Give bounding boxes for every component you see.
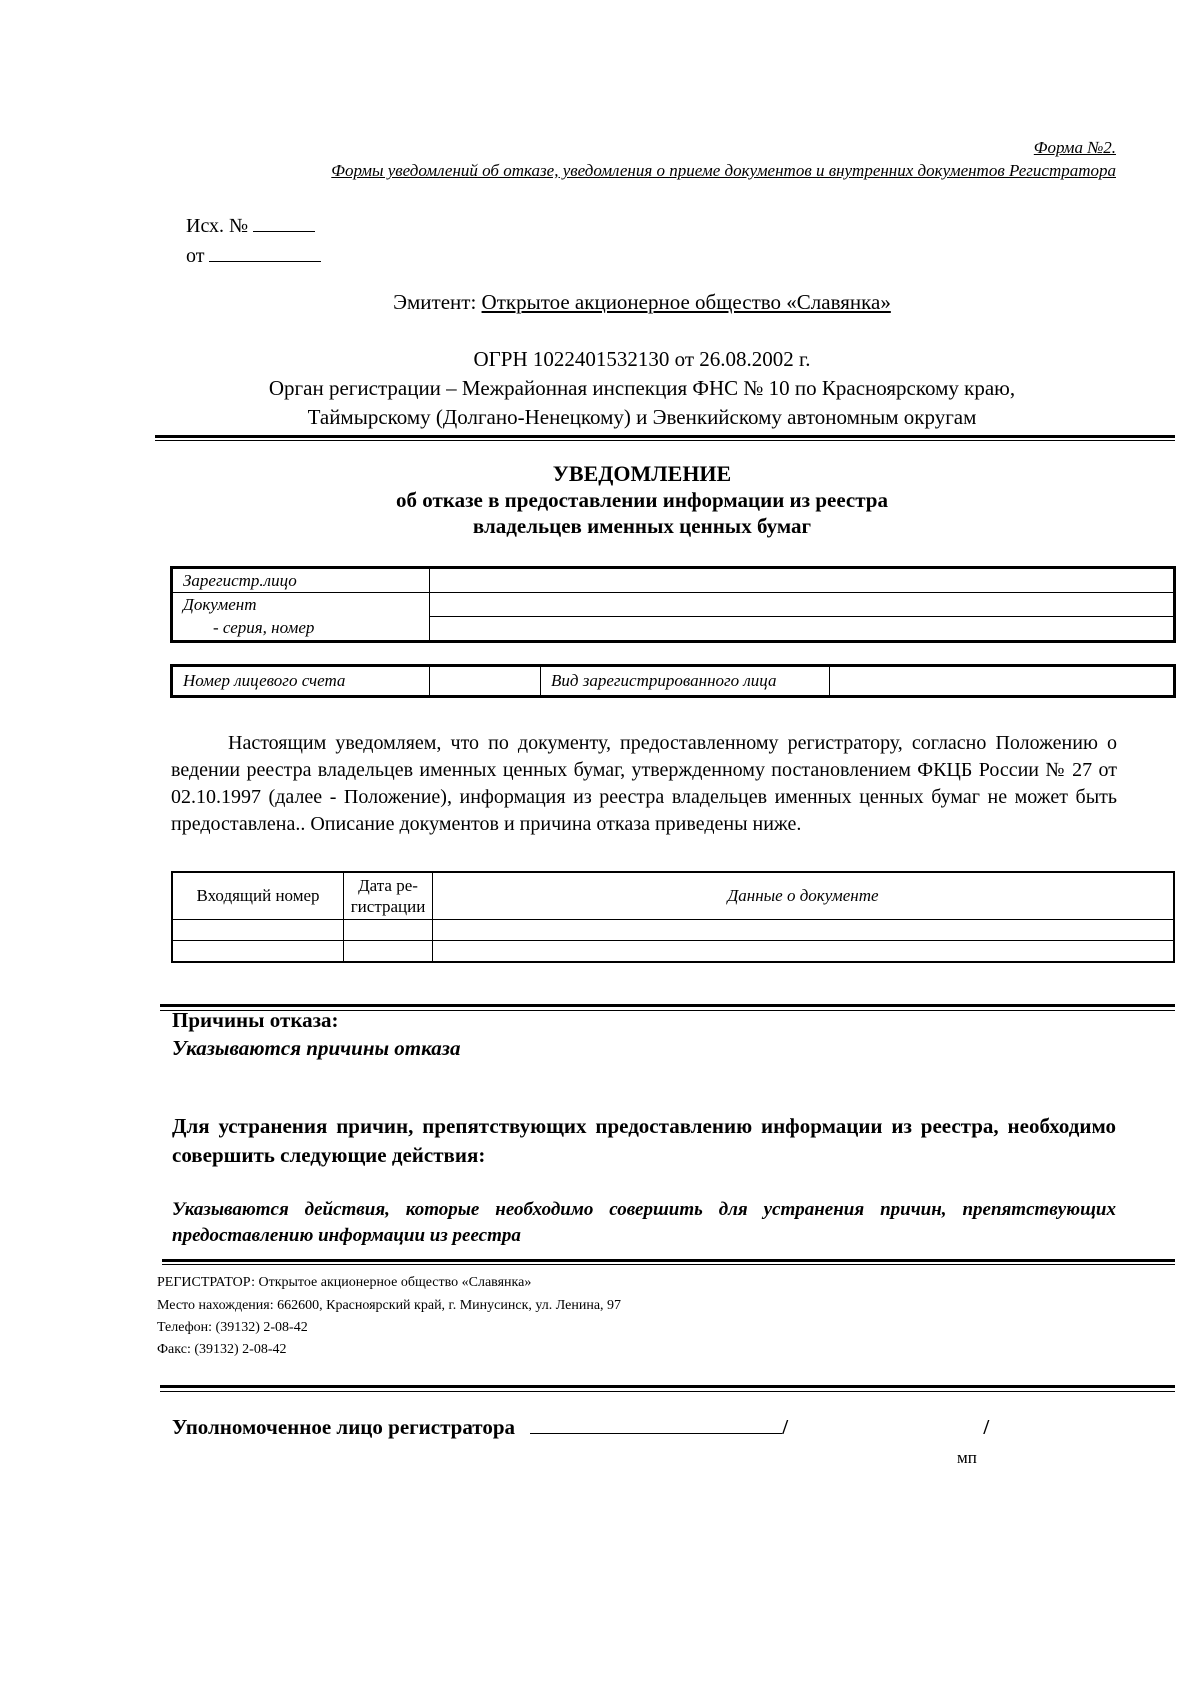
document-label: Документ: [172, 593, 430, 617]
registered-person-table: [170, 566, 1176, 643]
col-registration-date-line2: гистрации: [350, 897, 426, 916]
signature-divider-thin: [160, 1391, 1175, 1392]
signature-divider: [160, 1385, 1175, 1388]
actions-text: Указываются действия, которые необходимо совершить для устранения причин, препятствующих предоставлению информации из реестра: [172, 1199, 1116, 1246]
authority-line-2: Таймырскому (Долгано-Ненецкому) и Эвенкийскому автономным округам: [307, 405, 977, 429]
notice-title-sub-2: владельцев именных ценных бумаг: [472, 514, 812, 538]
reasons-heading: Причины отказа:: [172, 1008, 339, 1032]
notice-title-sub-1: об отказе в предоставлении информации из реестра: [396, 488, 888, 512]
ref-date-label: от: [186, 245, 205, 267]
person-type-label: Вид зарегистрированного лица: [541, 666, 830, 697]
ref-date-blank: [209, 243, 321, 262]
col-registration-date-line1: Дата ре-: [358, 876, 418, 895]
account-number-value: [430, 666, 541, 697]
header-divider: [155, 435, 1175, 438]
name-blank: [793, 1414, 983, 1434]
registrar-divider-thin: [162, 1264, 1175, 1265]
header-divider-thin: [155, 440, 1175, 441]
issuer-name: Открытое акционерное общество «Славянка»: [481, 290, 891, 314]
reasons-text: Указываются причины отказа: [172, 1036, 461, 1060]
ogrn-line: ОГРН 1022401532130 от 26.08.2002 г.: [473, 347, 811, 371]
person-type-value: [830, 666, 1175, 697]
issuer-line: [0, 290, 1200, 315]
registrar-name: РЕГИСТРАТОР: Открытое акционерное общество «Славянка»: [157, 1275, 532, 1290]
signature-separator-2: /: [983, 1415, 990, 1439]
document-series-value: [430, 617, 1175, 642]
account-number-label: Номер лицевого счета: [172, 666, 430, 697]
form-description: Формы уведомлений об отказе, уведомления о приеме документов и внутренних документов Регистратора: [331, 161, 1116, 180]
actions-heading: Для устранения причин, препятствующих предоставлению информации из реестра, необходимо совершить следующие действия:: [172, 1114, 1116, 1167]
registered-person-value: [430, 568, 1175, 593]
notice-title: [0, 461, 1200, 539]
registrar-fax: Факс: (39132) 2-08-42: [157, 1342, 287, 1357]
stamp-place: мп: [957, 1448, 977, 1467]
table-row: [172, 593, 1175, 617]
issuer-registration: [0, 345, 1200, 432]
col-incoming-number: Входящий номер: [172, 872, 344, 920]
table-row: [172, 568, 1175, 593]
issuer-label: Эмитент:: [393, 290, 477, 314]
registrar-divider: [162, 1259, 1175, 1262]
form-number: Форма №2.: [1033, 138, 1116, 157]
table-header-row: [172, 872, 1174, 920]
outgoing-reference: [186, 211, 321, 271]
account-table: [170, 664, 1176, 698]
notice-title-main: УВЕДОМЛЕНИЕ: [552, 461, 732, 486]
registered-person-label: Зарегистр.лицо: [172, 568, 430, 593]
authority-line-1: Орган регистрации – Межрайонная инспекция ФНС № 10 по Красноярскому краю,: [268, 376, 1016, 400]
signature-block: [172, 1413, 989, 1440]
documents-table: [171, 871, 1175, 963]
col-document-data: Данные о документе: [433, 872, 1175, 920]
signature-label: Уполномоченное лицо регистратора: [172, 1415, 516, 1439]
registrar-address: Место нахождения: 662600, Красноярский край, г. Минусинск, ул. Ленина, 97: [157, 1298, 622, 1313]
ref-number-label: Исх. №: [186, 215, 249, 237]
registrar-phone: Телефон: (39132) 2-08-42: [157, 1320, 308, 1335]
reasons-divider: [160, 1004, 1175, 1007]
table-row: [172, 920, 1174, 941]
signature-separator-1: /: [782, 1415, 789, 1439]
ref-number-blank: [253, 213, 315, 232]
table-row: [172, 617, 1175, 642]
document-value: [430, 593, 1175, 617]
notice-paragraph: [171, 730, 1117, 838]
signature-blank: [530, 1413, 782, 1434]
document-series-label: - серия, номер: [172, 617, 430, 642]
notice-paragraph-text: Настоящим уведомляем, что по документу, предоставленному регистратору, согласно Положению о ведении реестра владельцев именных ценных бумаг, утвержденному постановлением ФКЦБ России № 27 от 02.10.1997 (далее - Положение), информация из реестра владельцев именных ценных бумаг не может быть предоставлена.. Описание документов и причина отказа приведены ниже.: [171, 732, 1117, 835]
table-row: [172, 666, 1175, 697]
table-row: [172, 941, 1174, 963]
col-registration-date: [344, 872, 433, 920]
